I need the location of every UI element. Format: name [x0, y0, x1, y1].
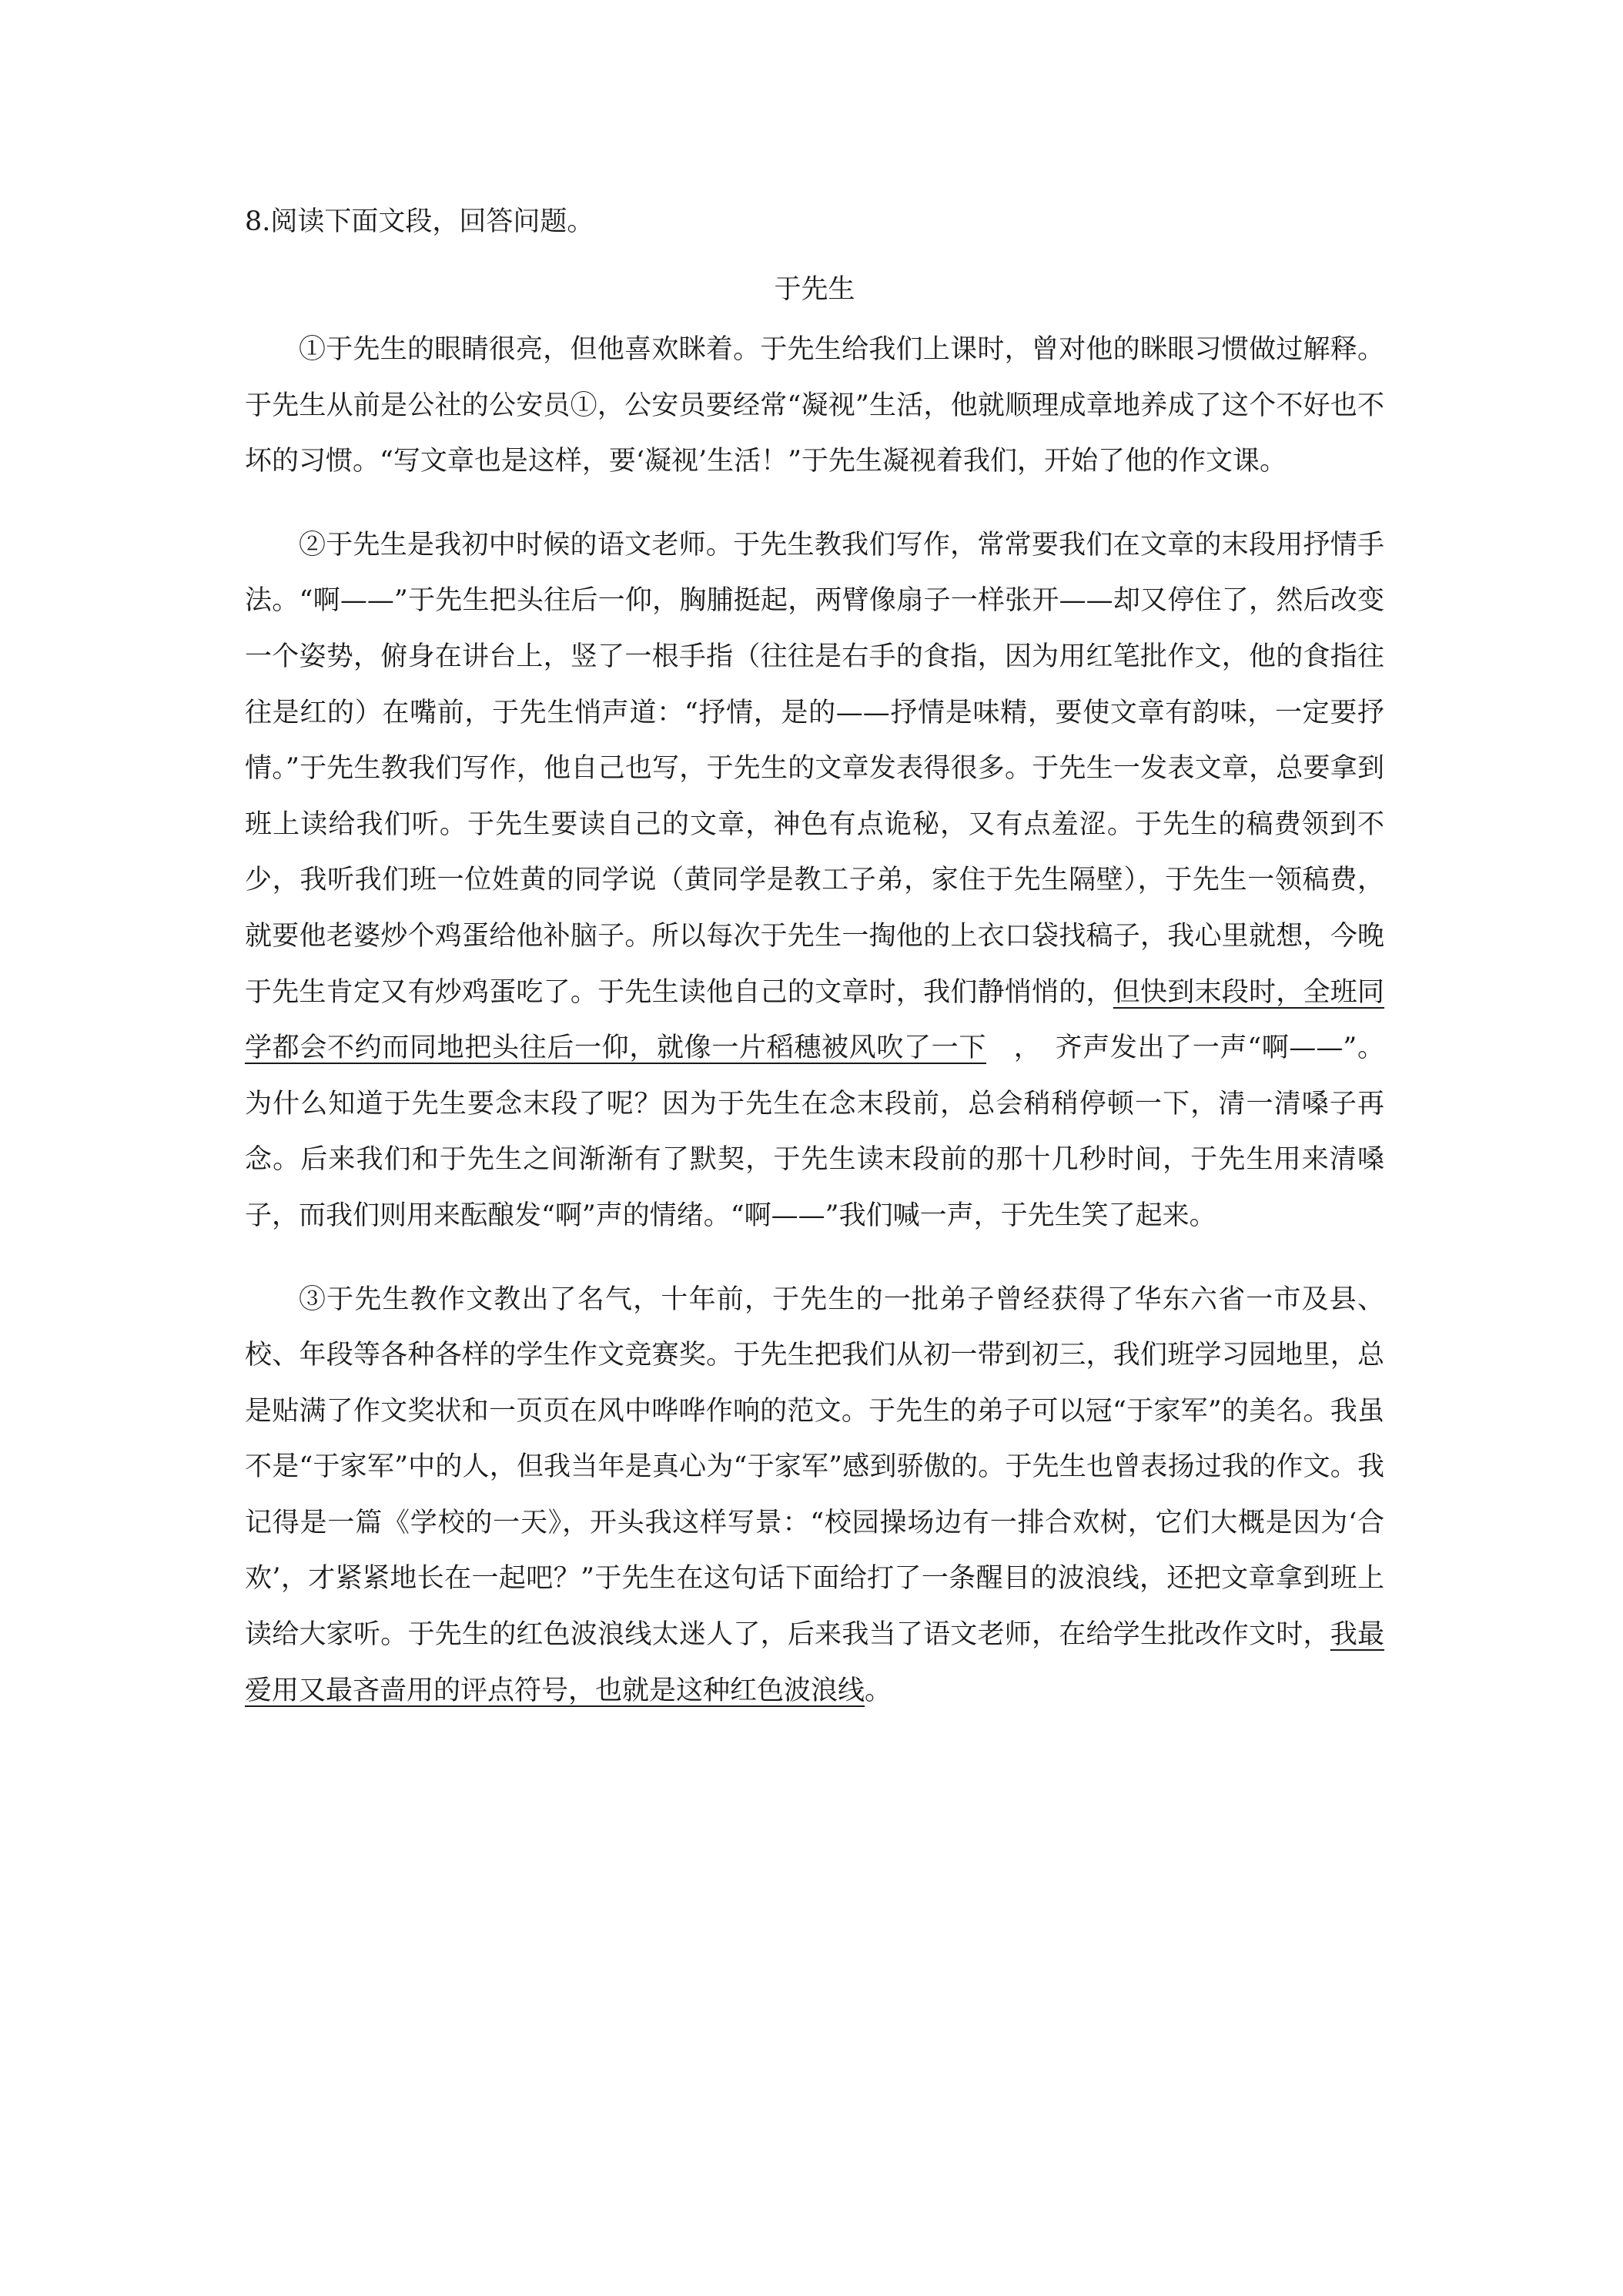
paragraph-2	[245, 517, 1384, 1244]
passage-title: 于先生	[774, 274, 855, 305]
question-label: 8.阅读下面文段，回答问题。	[245, 206, 594, 237]
paragraph-3-text-before: ③于先生教作文教出了名气，十年前，于先生的一批弟子曾经获得了华东六省一市及县、校、年段等各种各样的学生作文竞赛奖。于先生把我们从初一带到初三，我们班学习园地里，总是贴满了作文奖状和一页页在风中哗哗作响的范文。于先生的弟子可以冠“于家军”的美名。我虽不是“于家军”中的人，但我当年是真心为“于家军”感到骄傲的。于先生也曾表扬过我的作文。我记得是一篇《学校的一天》，开头我这样写景：“校园操场边有一排合欢树，它们大概是因为‘合欢’，才紧紧地长在一起吧？”于先生在这句话下面给打了一条醒目的波浪线，还把文章拿到班上读给大家听。于先生的红色波浪线太迷人了，后来我当了语文老师，在给学生批改作文时，	[245, 1284, 1384, 1651]
paragraph-1: ①于先生的眼睛很亮，但他喜欢眯着。于先生给我们上课时，曾对他的眯眼习惯做过解释。于先生从前是公社的公安员①，公安员要经常“凝视”生活，他就顺理成章地养成了这个不好也不坏的习惯。“写文章也是这样，要‘凝视’生活！”于先生凝视着我们，开始了他的作文课。	[245, 334, 1384, 477]
paragraph-3	[245, 1272, 1384, 1719]
paragraph-3-underlined-sentence: 我最爱用又最吝啬用的评点符号，也就是这种红色波浪线	[245, 1619, 1384, 1706]
paragraph-3-text-after: 。	[865, 1675, 892, 1706]
document-page	[245, 206, 1384, 1719]
paragraph-2-underlined-sentence: 但快到末段时，全班同学都会不约而同地把头往后一仰，就像一片稻穗被风吹了一下	[245, 976, 1384, 1064]
paragraph-2-text-after: ， 齐声发出了一声“啊——”。为什么知道于先生要念末段了呢？因为于先生在念末段前，总会稍稍停顿一下，清一清嗓子再念。后来我们和于先生之间渐渐有了默契，于先生读末段前的那十几秒时间，于先生用来清嗓子，而我们则用来酝酿发“啊”声的情绪。“啊——”我们喊一声，于先生笑了起来。	[245, 1033, 1384, 1231]
paragraph-2-text-before: ②于先生是我初中时候的语文老师。于先生教我们写作，常常要我们在文章的末段用抒情手法。“啊——”于先生把头往后一仰，胸脯挺起，两臂像扇子一样张开——却又停住了，然后改变一个姿势，俯身在讲台上，竖了一根手指（往往是右手的食指，因为用红笔批作文，他的食指往往是红的）在嘴前，于先生悄声道：“抒情，是的——抒情是味精，要使文章有韵味，一定要抒情。”于先生教我们写作，他自己也写，于先生的文章发表得很多。于先生一发表文章，总要拿到班上读给我们听。于先生要读自己的文章，神色有点诡秘，又有点羞涩。于先生的稿费领到不少，我听我们班一位姓黄的同学说（黄同学是教工子弟，家住于先生隔壁），于先生一领稿费，就要他老婆炒个鸡蛋给他补脑子。所以每次于先生一掏他的上衣口袋找稿子，我心里就想，今晚于先生肯定又有炒鸡蛋吃了。于先生读他自己的文章时，我们静悄悄的，	[245, 529, 1384, 1008]
